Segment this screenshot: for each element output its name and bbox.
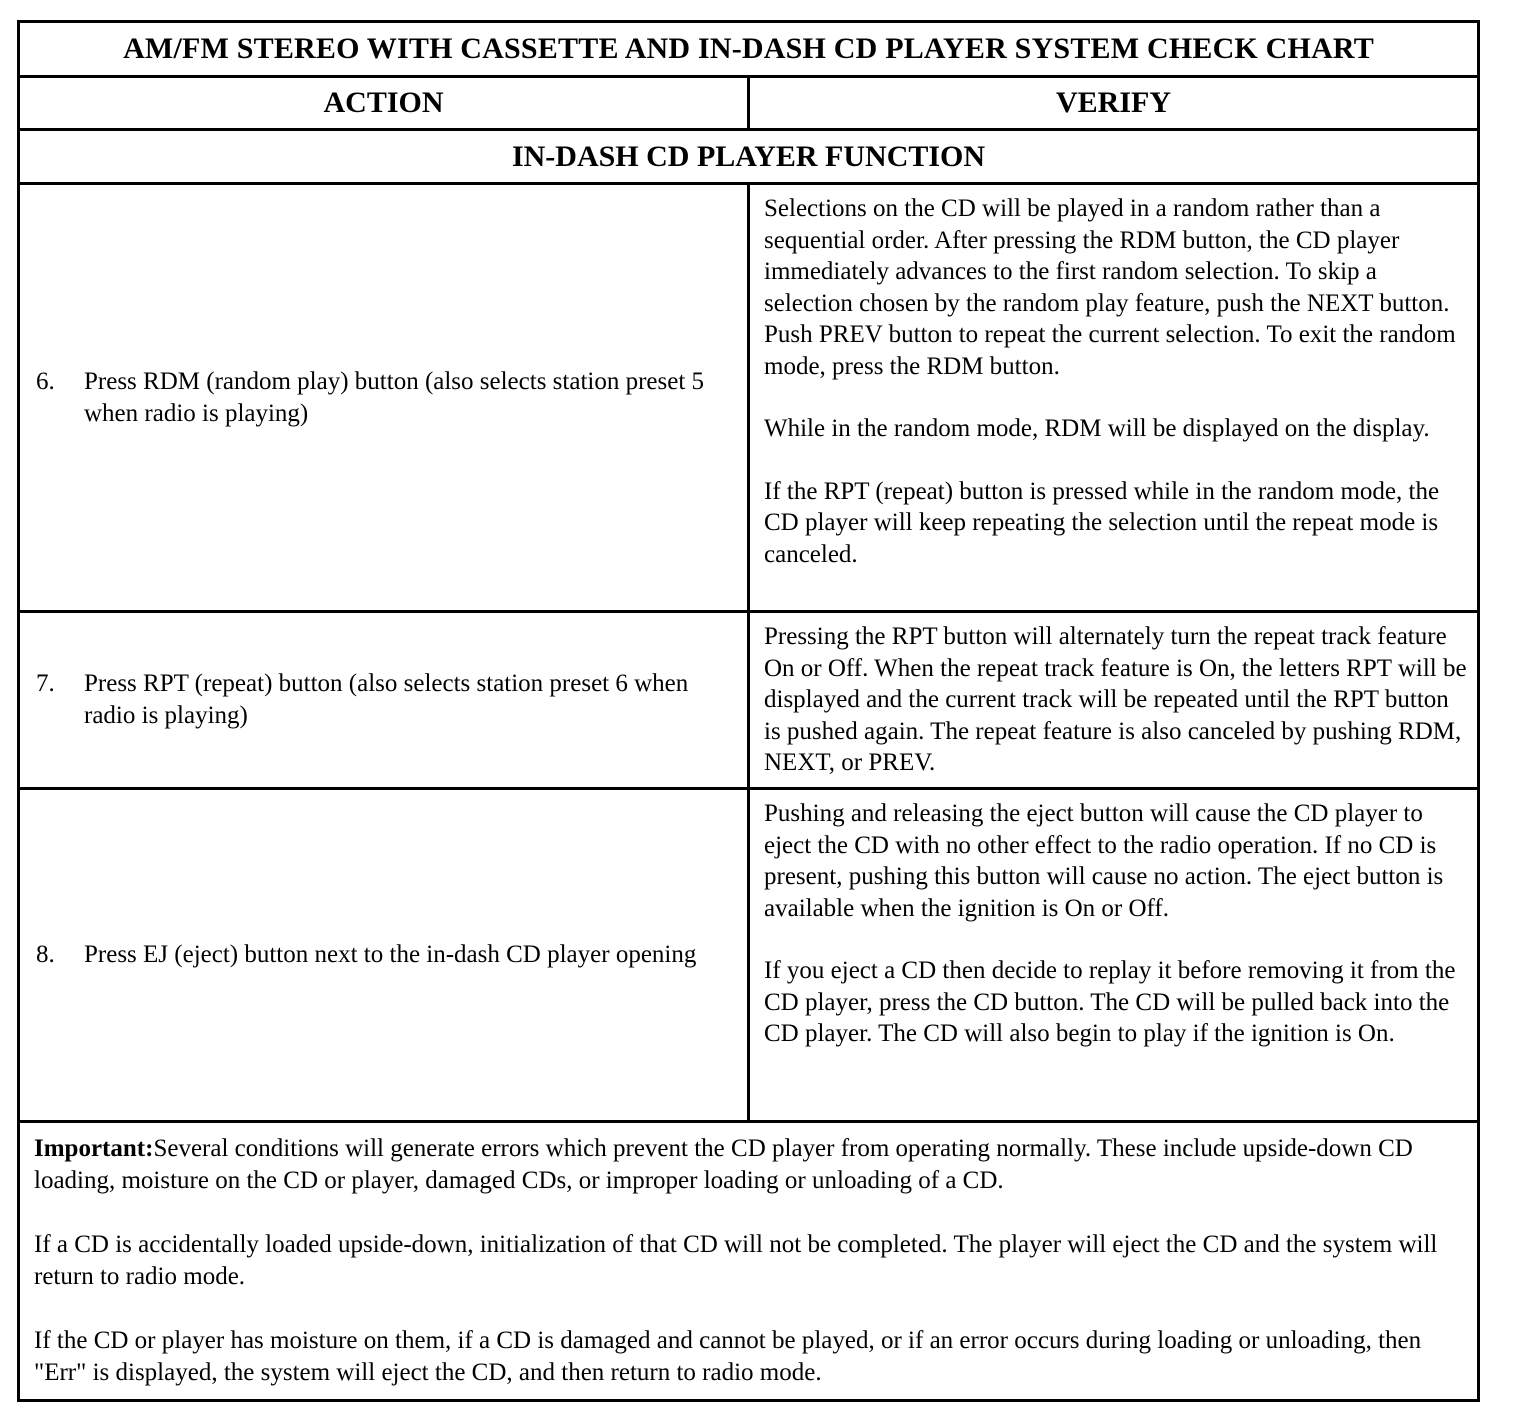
column-header-row bbox=[19, 77, 1479, 130]
table-row bbox=[19, 184, 1479, 612]
action-cell bbox=[19, 184, 749, 612]
verify-cell bbox=[749, 789, 1479, 1122]
step-action: Press EJ (eject) button next to the in-dash CD player opening bbox=[84, 941, 697, 968]
verify-cell bbox=[749, 612, 1479, 789]
column-header-action: ACTION bbox=[19, 77, 749, 130]
step-number: 6. bbox=[36, 367, 55, 395]
note-paragraph bbox=[34, 1133, 1463, 1197]
note-row bbox=[19, 1122, 1479, 1401]
system-check-chart bbox=[17, 20, 1480, 1402]
verify-paragraph: If you eject a CD then decide to replay it before removing it from the CD player, press the CD button. The CD will be pulled back into the CD player. The CD will also begin to play if the ignition is On. bbox=[764, 957, 1456, 1047]
chart-title: AM/FM STEREO WITH CASSETTE AND IN-DASH CD PLAYER SYSTEM CHECK CHART bbox=[19, 22, 1479, 77]
section-title: IN-DASH CD PLAYER FUNCTION bbox=[19, 130, 1479, 184]
important-note bbox=[19, 1122, 1479, 1401]
verify-paragraph: If the RPT (repeat) button is pressed while in the random mode, the CD player will keep repeating the selection until the repeat mode is canceled. bbox=[764, 477, 1440, 568]
table-row bbox=[19, 612, 1479, 789]
chart-title-row bbox=[19, 22, 1479, 77]
note-paragraph: If a CD is accidentally loaded upside-down, initialization of that CD will not be completed. The player will eject the CD and the system will return to radio mode. bbox=[34, 1231, 1438, 1290]
step-number: 7. bbox=[36, 670, 55, 697]
action-cell bbox=[19, 789, 749, 1122]
action-cell bbox=[19, 612, 749, 789]
step-action: Press RPT (repeat) button (also selects station preset 6 when radio is playing) bbox=[84, 670, 689, 729]
note-paragraph: If the CD or player has moisture on them, if a CD is damaged and cannot be played, or if an error occurs during loading or unloading, then "Err" is displayed, the system will eject the CD, and then return to radio mode. bbox=[34, 1327, 1422, 1386]
note-label: Important: bbox=[34, 1135, 154, 1162]
note-text: Several conditions will generate errors which prevent the CD player from operating normally. These include upside-down CD loading, moisture on the CD or player, damaged CDs, or improper loading or unloading of a CD. bbox=[34, 1135, 1413, 1194]
section-header-row bbox=[19, 130, 1479, 184]
verify-paragraph: While in the random mode, RDM will be displayed on the display. bbox=[764, 415, 1430, 442]
verify-paragraph: Pushing and releasing the eject button will cause the CD player to eject the CD with no other effect to the radio operation. If no CD is present, pushing this button will cause no action. The eject button is available when the ignition is On or Off. bbox=[764, 800, 1444, 922]
column-header-verify: VERIFY bbox=[749, 77, 1479, 130]
verify-paragraph: Pressing the RPT button will alternately turn the repeat track feature On or Off. When the repeat track feature is On, the letters RPT will be displayed and the current track will be repeated until the RPT button is pushed again. The repeat feature is also canceled by pushing RDM, NEXT, or PREV. bbox=[764, 623, 1467, 776]
table-row bbox=[19, 789, 1479, 1122]
verify-paragraph: Selections on the CD will be played in a random rather than a sequential order. After pressing the RDM button, the CD player immediately advances to the first random selection. To skip a selection chosen by the random play feature, push the NEXT button. Push PREV button to repeat the current selection. To exit the random mode, press the RDM button. bbox=[764, 195, 1456, 380]
step-number: 8. bbox=[36, 941, 55, 968]
step-action: Press RDM (random play) button (also selects station preset 5 when radio is playing) bbox=[84, 367, 705, 427]
verify-cell bbox=[749, 184, 1479, 612]
